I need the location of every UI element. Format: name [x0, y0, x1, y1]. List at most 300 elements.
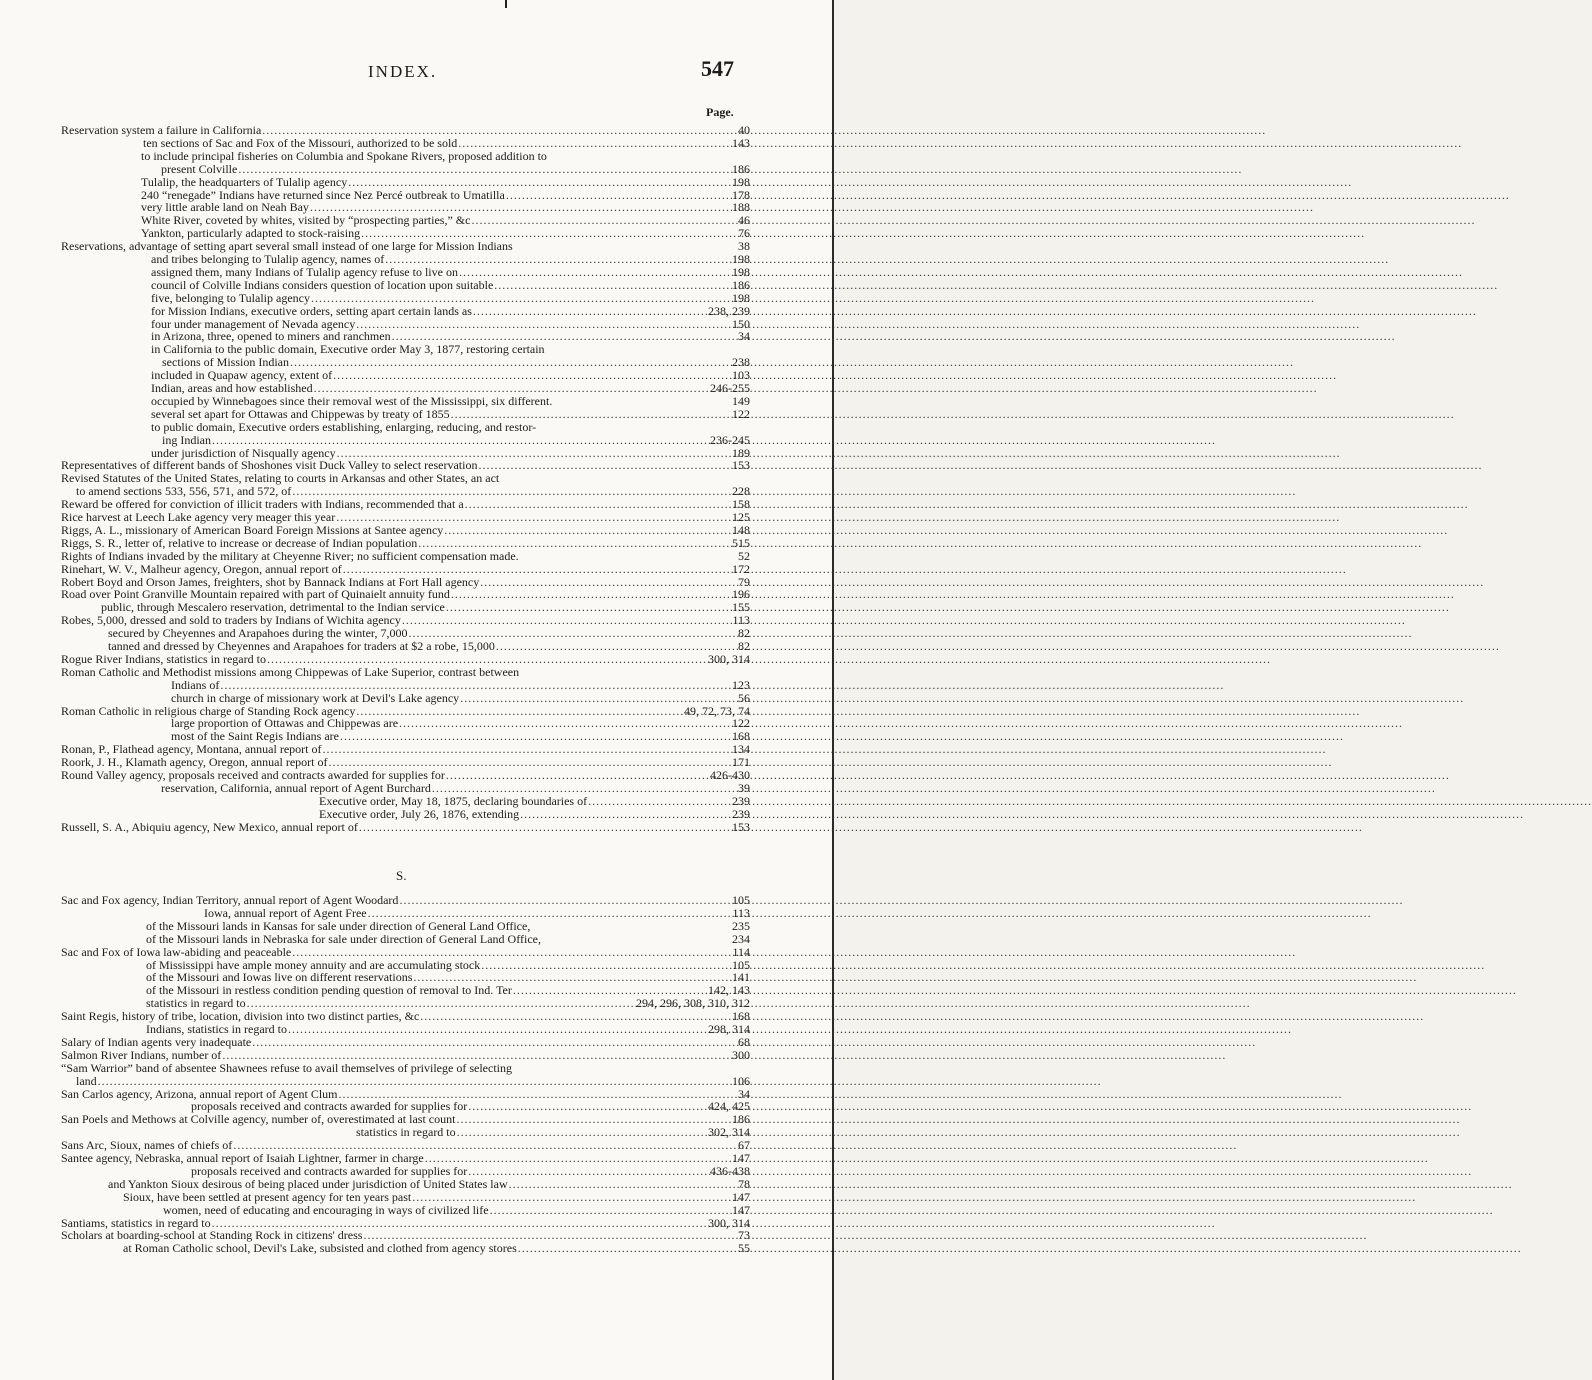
entry-page-ref: 106: [732, 1073, 750, 1088]
entry-page-ref: 149: [732, 393, 750, 408]
dot-leader: [359, 821, 1363, 833]
index-entry: [171, 717, 690, 729]
index-entry: [61, 1113, 690, 1125]
entry-text: Riggs, S. R., letter of, relative to increase or decrease of Indian population: [61, 535, 418, 550]
entry-page-ref: 105: [732, 957, 750, 972]
dot-leader: [262, 124, 1266, 136]
entry-text: Indians of: [171, 677, 220, 692]
entry-page-ref: 39: [738, 780, 750, 795]
entry-page-ref: 188: [732, 200, 750, 215]
dot-leader: [340, 730, 1344, 742]
entry-page-ref: 113: [732, 613, 750, 628]
dot-leader: [496, 640, 1500, 652]
entry-text: of the Missouri in restless condition pending question of removal to Ind. Ter: [146, 983, 512, 998]
entry-text: several set apart for Ottawas and Chippewas by treaty of 1855: [151, 406, 450, 421]
entry-page-ref: 103: [732, 368, 750, 383]
entry-text: Ronan, P., Flathead agency, Montana, annual report of: [61, 742, 322, 757]
entry-page-ref: 82: [738, 639, 750, 653]
dot-leader: [361, 227, 1365, 239]
index-entry: [61, 614, 690, 626]
entry-page-ref: 238: [732, 355, 750, 370]
entry-text: large proportion of Ottawas and Chippewas are: [171, 716, 399, 731]
entry-page-ref: 38: [738, 239, 750, 254]
entry-page-ref: 114: [732, 944, 750, 959]
dot-leader: [399, 717, 1403, 729]
index-entry: [61, 1152, 690, 1164]
index-entry: [61, 1229, 690, 1241]
index-entry: [191, 1165, 690, 1177]
dot-leader: [252, 1036, 1256, 1048]
entry-page-ref: 171: [732, 755, 750, 770]
index-entry: [61, 1217, 690, 1229]
dot-leader: [481, 959, 1485, 971]
entry-text: statistics in regard to: [146, 996, 246, 1011]
entry-text: sections of Mission Indian: [162, 355, 289, 370]
entry-text: council of Colville Indians considers question of location upon suitable: [151, 277, 494, 292]
entry-text: reservation, California, annual report of Agent Burchard: [161, 780, 431, 795]
entry-page-ref: 79: [738, 574, 750, 589]
entry-page-ref: 122: [732, 406, 750, 421]
entry-page-ref: 67: [738, 1138, 750, 1153]
dot-leader: [490, 1204, 1494, 1216]
entry-page-ref: 436-438: [710, 1163, 750, 1178]
dot-leader: [408, 627, 1412, 639]
index-entry: [76, 485, 690, 497]
index-entry: [151, 395, 690, 407]
index-entry: [61, 498, 690, 510]
dot-leader: [311, 292, 1315, 304]
entry-text: Tulalip, the headquarters of Tulalip agency: [141, 174, 348, 189]
page-number: 547: [701, 56, 734, 81]
entry-text: to public domain, Executive orders establishing, enlarging, reducing, and restor-: [151, 419, 537, 434]
dot-leader: [494, 279, 1498, 291]
dot-leader: [356, 318, 1360, 330]
entry-text: Roman Catholic and Methodist missions among Chippewas of Lake Superior, contrast between: [61, 664, 520, 679]
index-entry: [61, 1088, 690, 1100]
index-entry: [146, 959, 690, 971]
entry-page-ref: 168: [732, 1009, 750, 1024]
entry-page-ref: 82: [738, 626, 750, 641]
entry-text: and tribes belonging to Tulalip agency, names of: [151, 252, 385, 266]
index-entry: [151, 382, 690, 394]
index-entry: [151, 305, 690, 317]
index-entry: [141, 227, 690, 239]
entry-page-ref: 55: [738, 1241, 750, 1256]
dot-leader: [480, 576, 1484, 588]
dot-leader: [412, 1191, 1416, 1203]
index-entry: [171, 679, 690, 691]
dot-leader: [310, 201, 1314, 213]
dot-leader: [513, 984, 1517, 996]
entry-text: tanned and dressed by Cheyennes and Arapahoes for traders at $2 a robe, 15,000: [108, 639, 495, 653]
index-entry: [161, 782, 690, 794]
entry-text: Executive order, May 18, 1875, declaring boundaries of: [319, 793, 588, 808]
entry-page-ref: 153: [732, 458, 750, 473]
entry-page-ref: 122: [732, 716, 750, 731]
index-entry: [61, 563, 690, 575]
dot-leader: [336, 511, 1340, 523]
entry-page-ref: 186: [732, 277, 750, 292]
index-entry: [123, 1191, 690, 1203]
dot-leader: [478, 459, 1482, 471]
index-entry: [61, 550, 690, 562]
entry-page-ref: 150: [732, 316, 750, 331]
dot-leader: [337, 447, 1341, 459]
dot-leader: [333, 369, 1337, 381]
index-entry: [61, 524, 690, 536]
dot-leader: [520, 808, 1524, 820]
index-entry: [151, 408, 690, 420]
dot-leader: [425, 1152, 1429, 1164]
dot-leader: [432, 782, 1436, 794]
index-entry: [141, 150, 690, 162]
section-letter-s: S.: [396, 868, 407, 883]
entry-text: four under management of Nevada agency: [151, 316, 356, 331]
entry-text: Rice harvest at Leech Lake agency very meager this year: [61, 510, 336, 524]
index-entry: [76, 1075, 690, 1087]
entry-text: Santee agency, Nebraska, annual report of Isaiah Lightner, farmer in charge: [61, 1151, 424, 1165]
index-entry: [61, 1139, 690, 1151]
entry-text: included in Quapaw agency, extent of: [151, 368, 333, 383]
entry-page-ref: 300, 314: [708, 1215, 750, 1230]
dot-leader: [418, 537, 1422, 549]
index-entry: [61, 537, 690, 549]
entry-text: under jurisdiction of Nisqually agency: [151, 445, 336, 460]
entry-text: to amend sections 533, 556, 571, and 572, of: [76, 484, 292, 499]
entry-page-ref: 236-245: [710, 432, 750, 447]
index-entry: [61, 946, 690, 958]
entry-page-ref: 198: [732, 252, 750, 266]
index-entry: [61, 894, 690, 906]
entry-page-ref: 142, 143: [708, 983, 750, 998]
dot-leader: [314, 382, 1318, 394]
entry-text: ten sections of Sac and Fox of the Missouri, authorized to be sold: [143, 135, 458, 150]
entry-page-ref: 168: [732, 729, 750, 744]
index-entry: [319, 808, 690, 820]
entry-text: of the Missouri lands in Kansas for sale under direction of General Land Office,: [146, 918, 531, 933]
entry-text: Indians, statistics in regard to: [146, 1022, 287, 1036]
entry-page-ref: 158: [732, 497, 750, 512]
entry-text: of Mississippi have ample money annuity and are accumulating stock: [146, 957, 481, 972]
entry-text: Robert Boyd and Orson James, freighters, shot by Bannack Indians at Fort Hall agency: [61, 574, 480, 589]
entry-page-ref: 239: [732, 806, 750, 821]
dot-leader: [339, 1088, 1343, 1100]
entry-page-ref: 235: [732, 918, 750, 933]
dot-leader: [328, 756, 1332, 768]
entry-page-ref: 46: [738, 213, 750, 228]
entry-page-ref: 56: [738, 690, 750, 705]
entry-text: Road over Point Granville Mountain repaired with part of Quinaielt annuity fund: [61, 587, 450, 602]
entry-text: of the Missouri and Iowas live on different reservations: [146, 970, 413, 985]
dot-leader: [290, 356, 1294, 368]
dot-leader: [322, 743, 1326, 755]
entry-page-ref: 147: [732, 1151, 750, 1165]
entry-text: for Mission Indians, executive orders, setting apart certain lands as: [151, 303, 472, 318]
index-entry: [162, 356, 690, 368]
entry-page-ref: 198: [732, 290, 750, 305]
entry-text: Rinehart, W. V., Malheur agency, Oregon, annual report of: [61, 561, 342, 576]
entry-text: present Colville: [161, 161, 238, 176]
dot-leader: [446, 601, 1450, 613]
index-entry: [161, 163, 690, 175]
page-column-label: Page.: [706, 105, 734, 119]
index-entry: [101, 601, 690, 613]
dot-leader: [465, 498, 1469, 510]
entry-page-ref: 515: [732, 535, 750, 550]
entry-text: and Yankton Sioux desirous of being placed under jurisdiction of United States law: [108, 1176, 508, 1191]
index-entry: [204, 907, 690, 919]
index-entry: [146, 997, 690, 1009]
entry-page-ref: 300, 314: [708, 651, 750, 666]
entry-page-ref: 426-430: [710, 768, 750, 782]
dot-leader: [460, 692, 1464, 704]
entry-page-ref: 172: [732, 561, 750, 576]
dot-leader: [518, 1242, 1522, 1254]
entry-text: 240 “renegade” Indians have returned since Nez Percé outbreak to Umatilla: [141, 187, 505, 202]
index-entry: [61, 511, 690, 523]
entry-text: assigned them, many Indians of Tulalip agency refuse to live on: [151, 264, 458, 279]
index-entry: [123, 1242, 690, 1254]
entry-page-ref: 300: [732, 1047, 750, 1062]
entry-text: Roork, J. H., Klamath agency, Oregon, annual report of: [61, 755, 328, 770]
dot-leader: [468, 1165, 1472, 1177]
entry-text: proposals received and contracts awarded for supplies for: [191, 1099, 468, 1114]
entry-text: Saint Regis, history of tribe, location, division into two distinct parties, &c: [61, 1009, 420, 1024]
index-entry: [108, 627, 690, 639]
index-entry: [61, 240, 690, 252]
index-entry: [61, 459, 690, 471]
dot-leader: [233, 1139, 1237, 1151]
index-entry: [61, 1062, 690, 1074]
index-entry: [146, 933, 690, 945]
index-entry: [141, 214, 690, 226]
index-entry: [151, 318, 690, 330]
entry-page-ref: 76: [738, 226, 750, 241]
entry-page-ref: 73: [738, 1228, 750, 1243]
entry-text: church in charge of missionary work at Devil's Lake agency: [171, 690, 460, 705]
entry-page-ref: 234: [732, 931, 750, 946]
index-entry: [146, 971, 690, 983]
index-entry: [61, 821, 690, 833]
entry-text: Reservation system a failure in California: [61, 123, 262, 137]
dot-leader: [220, 679, 1224, 691]
index-entry: [151, 266, 690, 278]
entry-text: Sioux, have been settled at present agency for ten years past: [123, 1189, 412, 1204]
entry-text: very little arable land on Neah Bay: [141, 200, 309, 215]
entry-text: “Sam Warrior” band of absentee Shawnees refuse to avail themselves of privilege of selecting: [61, 1060, 512, 1075]
entry-text: five, belonging to Tulalip agency: [151, 290, 310, 305]
entry-text: White River, coveted by whites, visited by “prospecting parties,” &c: [141, 213, 471, 228]
index-entry: [61, 743, 690, 755]
index-entry: [171, 730, 690, 742]
entry-page-ref: 302, 314: [708, 1125, 750, 1140]
entry-text: Revised Statutes of the United States, relating to courts in Arkansas and other States, an act: [61, 471, 500, 486]
index-entry: [151, 253, 690, 265]
entry-page-ref: 153: [732, 819, 750, 834]
entry-page-ref: 148: [732, 522, 750, 537]
dot-leader: [451, 588, 1455, 600]
entry-text: Indian, areas and how established: [151, 381, 313, 395]
index-entry: [151, 330, 690, 342]
entry-page-ref: 113: [732, 905, 750, 920]
dot-leader: [402, 614, 1406, 626]
index-entry: [61, 666, 690, 678]
dot-leader: [348, 176, 1352, 188]
entry-text: women, need of educating and encouraging in ways of civilized life: [163, 1202, 489, 1217]
dot-leader: [356, 705, 1360, 717]
dot-leader: [459, 266, 1463, 278]
entry-text: Sac and Fox agency, Indian Territory, annual report of Agent Woodard: [61, 893, 399, 907]
index-entry: [146, 984, 690, 996]
entry-page-ref: 155: [732, 600, 750, 615]
dot-leader: [444, 524, 1448, 536]
entry-text: in California to the public domain, Executive order May 3, 1877, restoring certain: [151, 342, 545, 357]
entry-text: Representatives of different bands of Shoshones visit Duck Valley to select reservation: [61, 458, 478, 473]
entry-page-ref: 78: [738, 1176, 750, 1191]
index-entry: [146, 1023, 690, 1035]
entry-text: San Poels and Methows at Colville agency, number of, overestimated at last count: [61, 1112, 456, 1127]
dot-leader: [392, 330, 1396, 342]
entry-text: Salary of Indian agents very inadequate: [61, 1034, 252, 1049]
entry-text: Rogue River Indians, statistics in regard to: [61, 651, 266, 666]
entry-page-ref: 147: [732, 1189, 750, 1204]
index-entry: [163, 1204, 690, 1216]
dot-leader: [420, 1010, 1424, 1022]
entry-page-ref: 298, 314: [708, 1022, 750, 1036]
entry-page-ref: 123: [732, 677, 750, 692]
entry-page-ref: 40: [738, 123, 750, 137]
dot-leader: [363, 1229, 1367, 1241]
entry-text: Salmon River Indians, number of: [61, 1047, 222, 1062]
index-entry: [143, 137, 690, 149]
index-entry: [61, 1049, 690, 1061]
entry-page-ref: 424, 425: [708, 1099, 750, 1114]
entry-text: Yankton, particularly adapted to stock-raising: [141, 226, 361, 241]
index-entry: [61, 705, 690, 717]
dot-leader: [471, 214, 1475, 226]
dot-leader: [468, 1100, 1472, 1112]
entry-page-ref: 239: [732, 793, 750, 808]
dot-leader: [456, 1113, 1460, 1125]
dot-leader: [222, 1049, 1226, 1061]
index-entry: [151, 279, 690, 291]
dot-leader: [292, 946, 1296, 958]
entry-page-ref: 147: [732, 1202, 750, 1217]
entry-page-ref: 198: [732, 264, 750, 279]
entry-page-ref: 186: [732, 1112, 750, 1127]
entry-text: Rights of Indians invaded by the military at Cheyenne River; no sufficient compensation made.: [61, 548, 519, 563]
entry-text: Scholars at boarding-school at Standing Rock in citizens' dress: [61, 1228, 363, 1243]
dot-leader: [413, 971, 1417, 983]
entry-page-ref: 189: [732, 445, 750, 460]
entry-text: proposals received and contracts awarded for supplies for: [191, 1163, 468, 1178]
index-entry: [171, 692, 690, 704]
index-entry: [108, 1178, 690, 1190]
entry-page-ref: 246-255: [710, 381, 750, 395]
index-entry: [61, 588, 690, 600]
dot-leader: [451, 408, 1455, 420]
index-entry: [319, 795, 690, 807]
index-entry: [146, 920, 690, 932]
entry-text: Iowa, annual report of Agent Free: [204, 905, 367, 920]
entry-text: statistics in regard to: [356, 1125, 456, 1140]
dot-leader: [399, 894, 1403, 906]
entry-text: public, through Mescalero reservation, detrimental to the Indian service: [101, 600, 445, 615]
entry-page-ref: 196: [732, 587, 750, 602]
entry-text: ing Indian: [162, 432, 211, 447]
index-entry: [141, 201, 690, 213]
index-entry: [61, 653, 690, 665]
entry-text: Russell, S. A., Abiquiu agency, New Mexico, annual report of: [61, 819, 358, 834]
dot-leader: [385, 253, 1389, 265]
dot-leader: [98, 1075, 1102, 1087]
index-entry: [141, 176, 690, 188]
scan-mark: [505, 0, 507, 8]
entry-text: most of the Saint Regis Indians are: [171, 729, 339, 744]
entry-page-ref: 178: [732, 187, 750, 202]
index-entry: [141, 189, 690, 201]
dot-leader: [446, 769, 1450, 781]
entry-page-ref: 143: [732, 135, 750, 150]
dot-leader: [509, 1178, 1513, 1190]
entry-text: Reservations, advantage of setting apart several small instead of one large for Mission Indians: [61, 239, 513, 254]
index-entry: [61, 472, 690, 484]
entry-text: at Roman Catholic school, Devil's Lake, subsisted and clothed from agency stores: [123, 1241, 517, 1256]
index-entry: [151, 447, 690, 459]
entry-text: secured by Cheyennes and Arapahoes during the winter, 7,000: [108, 626, 408, 641]
entry-text: to include principal fisheries on Columbia and Spokane Rivers, proposed addition to: [141, 148, 547, 163]
dot-leader: [343, 563, 1347, 575]
entry-text: San Carlos agency, Arizona, annual report of Agent Clum: [61, 1086, 338, 1101]
entry-text: Santiams, statistics in regard to: [61, 1215, 211, 1230]
entry-text: Executive order, July 26, 1876, extending: [319, 806, 520, 821]
entry-page-ref: 34: [738, 329, 750, 344]
dot-leader: [473, 305, 1477, 317]
dot-leader: [292, 485, 1296, 497]
entry-page-ref: 134: [732, 742, 750, 757]
entry-text: Sac and Fox of Iowa law-abiding and peaceable: [61, 944, 292, 959]
index-entry: [61, 1036, 690, 1048]
entry-text: Sans Arc, Sioux, names of chiefs of: [61, 1138, 233, 1153]
entry-page-ref: 34: [738, 1086, 750, 1101]
index-entry: [61, 769, 690, 781]
index-entry: [151, 421, 690, 433]
entry-text: Roman Catholic in religious charge of Standing Rock agency: [61, 703, 356, 718]
index-entry: [61, 756, 690, 768]
index-entry: [61, 576, 690, 588]
dot-leader: [457, 1126, 1461, 1138]
entry-page-ref: 49, 72, 73, 74: [684, 703, 750, 718]
dot-leader: [506, 189, 1510, 201]
entry-text: Riggs, A. L., missionary of American Board Foreign Missions at Santee agency: [61, 522, 444, 537]
entry-page-ref: 238, 239: [708, 303, 750, 318]
dot-leader: [458, 137, 1462, 149]
entry-page-ref: 52: [738, 548, 750, 563]
entry-page-ref: 68: [738, 1034, 750, 1049]
entry-text: occupied by Winnebagoes since their removal west of the Mississippi, six different.: [151, 393, 553, 408]
entry-page-ref: 294, 296, 308, 310, 312: [636, 996, 750, 1011]
entry-text: Round Valley agency, proposals received and contracts awarded for supplies for: [61, 768, 445, 782]
entry-page-ref: 125: [732, 510, 750, 524]
dot-leader: [368, 907, 1372, 919]
index-entry: [61, 124, 690, 136]
index-entry: [151, 343, 690, 355]
index-entry: [108, 640, 690, 652]
dot-leader: [288, 1023, 1292, 1035]
entry-page-ref: 186: [732, 161, 750, 176]
entry-text: of the Missouri lands in Nebraska for sale under direction of General Land Office,: [146, 931, 541, 946]
entry-page-ref: 105: [732, 893, 750, 907]
